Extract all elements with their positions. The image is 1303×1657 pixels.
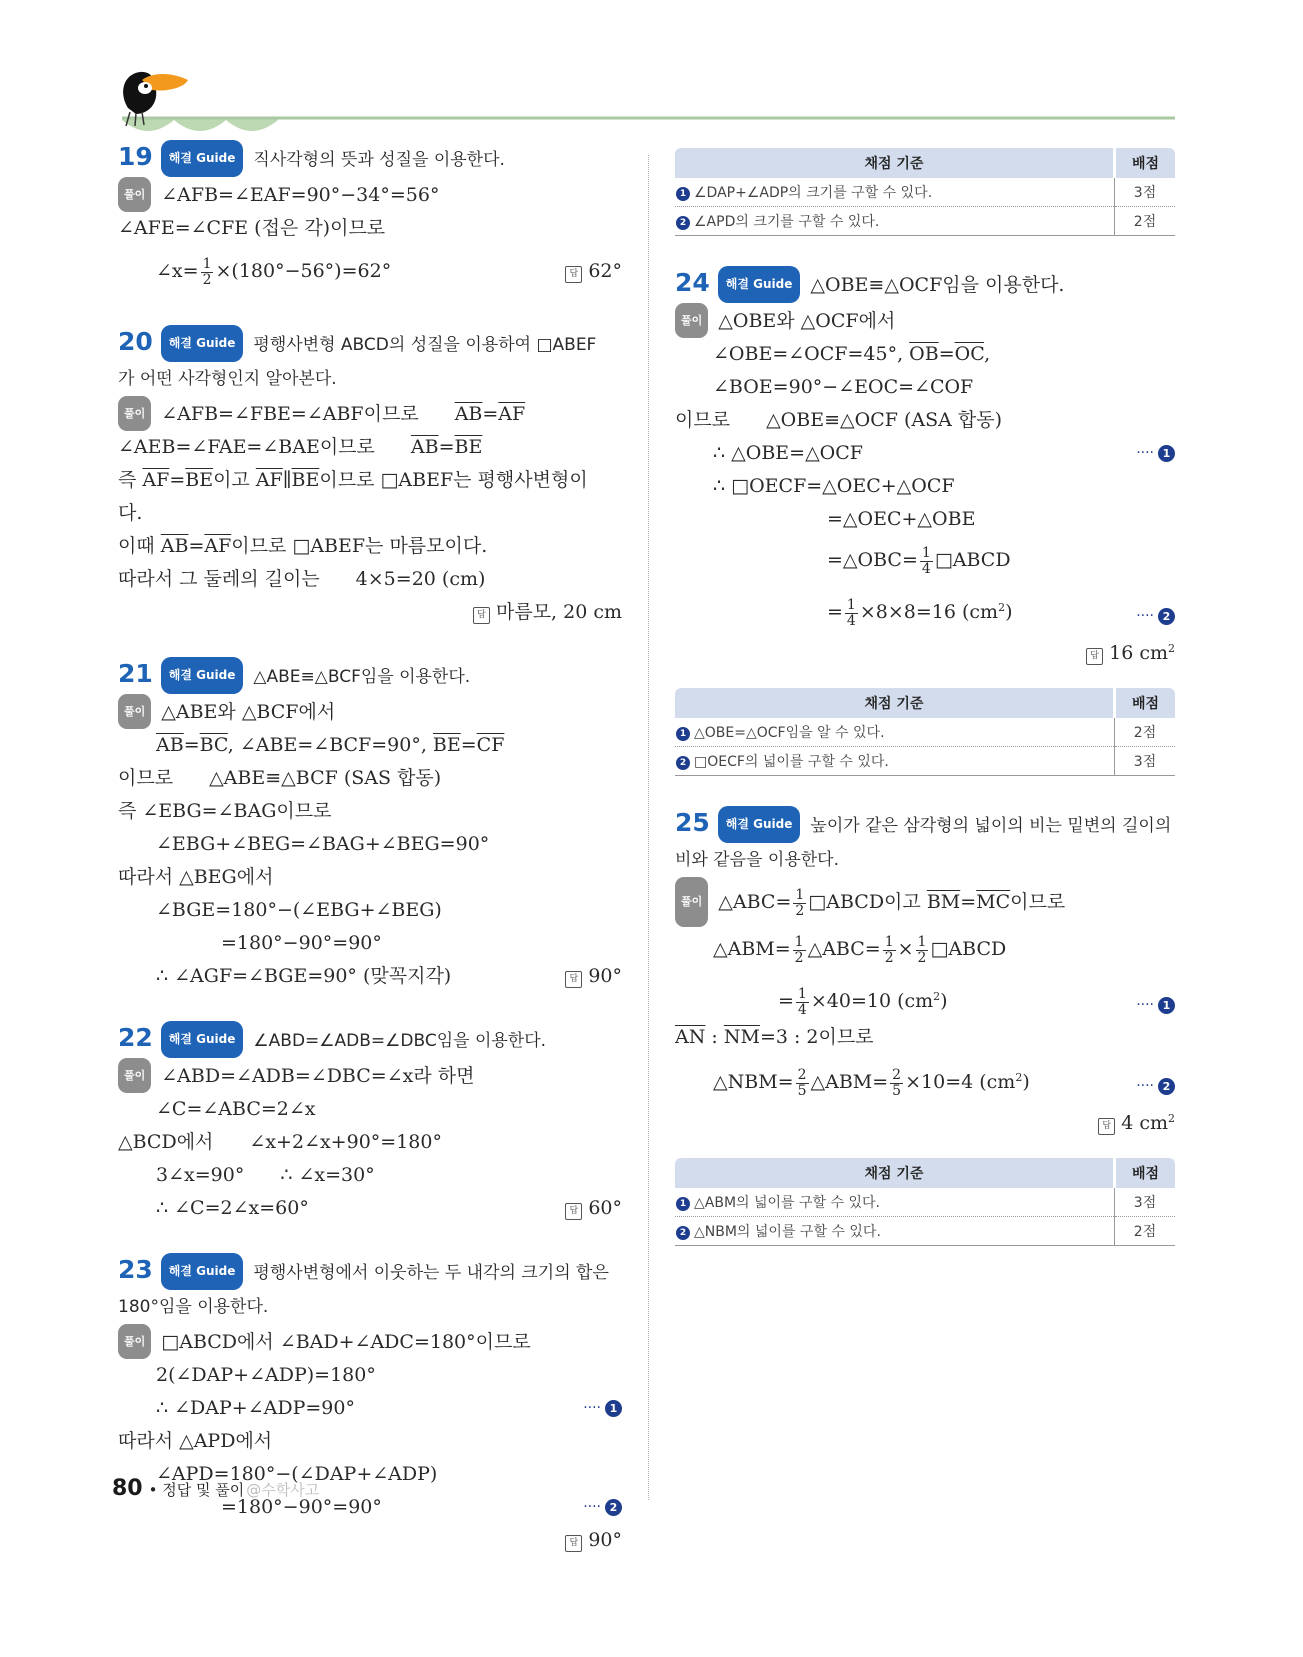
step: ∠AFB=∠FBE=∠ABF이므로	[161, 403, 419, 425]
segment: $\overline{BC}$	[199, 734, 228, 756]
segment: $\overline{AF}$	[142, 469, 170, 491]
page-number: 80	[112, 1476, 143, 1501]
guide-text: 비와 같음을 이용한다.	[675, 850, 840, 870]
step-marker-2: ···· 2	[1136, 592, 1175, 640]
fraction	[796, 987, 809, 1018]
column-divider	[648, 155, 649, 1500]
step: ∴ □OECF=△OEC+△OCF	[713, 475, 955, 497]
step: ∴ ∠DAP+∠ADP=90°	[156, 1397, 355, 1419]
criterion-text: △OBE=△OCF임을 알 수 있다.	[694, 725, 885, 741]
step: ×	[897, 938, 914, 960]
problem-number: 19	[118, 142, 153, 171]
segment: $\overline{BE}$	[432, 734, 461, 756]
segment: $\overline{AB}$	[160, 535, 189, 557]
problem-20	[118, 325, 622, 629]
step: ∠x=	[156, 260, 199, 282]
segment: $\overline{AN}$	[675, 1026, 706, 1048]
table-row: 2 ∠APD의 크기를 구할 수 있다. 2점	[675, 207, 1175, 236]
solution-badge: 풀이	[675, 303, 708, 338]
step-marker-2: ···· 2	[583, 1491, 622, 1524]
step: )	[1005, 601, 1013, 623]
fraction	[890, 1068, 903, 1099]
points: 2점	[1115, 207, 1176, 236]
exponent: 2	[1015, 1071, 1023, 1084]
frac-num: 1	[884, 933, 894, 950]
segment: $\overline{MC}$	[976, 891, 1011, 913]
step: =	[482, 403, 499, 425]
guide-text: △ABE≡△BCF임을 이용한다.	[253, 667, 471, 687]
points: 3점	[1115, 178, 1176, 207]
solution-badge: 풀이	[118, 396, 151, 431]
segment: $\overline{BE}$	[185, 469, 214, 491]
guide-badge: 해결 Guide	[161, 140, 244, 177]
table-row: 1 ∠DAP+∠ADP의 크기를 구할 수 있다. 3점	[675, 178, 1175, 207]
problem-number: 24	[675, 268, 710, 297]
frac-den: 5	[892, 1082, 902, 1099]
step: 2(∠DAP+∠ADP)=180°	[156, 1364, 376, 1386]
guide-badge: 해결 Guide	[718, 266, 801, 303]
step: =	[778, 990, 794, 1012]
fraction	[916, 935, 929, 966]
step: 즉 ∠EBG=∠BAG이므로	[118, 800, 332, 822]
answer-icon: 답	[565, 1203, 582, 1220]
step: =△OEC+△OBE	[827, 508, 976, 530]
footer-title: • 정답 및 풀이	[148, 1481, 245, 1499]
grading-header-criterion: 채점 기준	[675, 688, 1115, 718]
step: 따라서 △APD에서	[118, 1430, 273, 1452]
answer-icon: 답	[473, 607, 490, 624]
watermark: @수학사고	[246, 1481, 320, 1499]
step: ∴ ∠x=30°	[280, 1164, 375, 1186]
segment: $\overline{AF}$	[204, 535, 232, 557]
solution-badge: 풀이	[675, 877, 708, 927]
frac-den: 2	[795, 902, 805, 919]
points: 2점	[1115, 718, 1176, 747]
step: =	[827, 601, 843, 623]
step: △ABE≡△BCF (SAS 합동)	[209, 767, 442, 789]
grading-header-points: 배점	[1115, 688, 1176, 718]
frac-num: 1	[797, 985, 807, 1002]
step-marker-1: ···· 1	[1136, 981, 1175, 1029]
step: △ABM=	[713, 938, 791, 960]
exponent: 2	[1168, 642, 1175, 655]
step: )	[940, 990, 948, 1012]
step: ∠AFE=∠CFE (접은 각)이므로	[118, 217, 386, 239]
segment: $\overline{AF}$	[498, 403, 526, 425]
table-row: 1 △OBE=△OCF임을 알 수 있다. 2점	[675, 718, 1175, 747]
step: ∠OBE=∠OCF=45°,	[713, 343, 910, 365]
step-marker-1: ···· 1	[1136, 437, 1175, 470]
step: 이므로	[118, 767, 174, 789]
step: □ABCD	[930, 938, 1007, 960]
guide-badge: 해결 Guide	[161, 1253, 244, 1290]
exponent: 2	[933, 990, 941, 1003]
answer-icon: 답	[1086, 648, 1103, 665]
step: =	[438, 436, 455, 458]
step: ∠BGE=180°−(∠EBG+∠BEG)	[156, 899, 442, 921]
step: 이므로 □ABEF는 마름모이다.	[231, 535, 488, 557]
step: □ABCD이고	[808, 891, 927, 913]
guide-text: 직사각형의 뜻과 성질을 이용한다.	[253, 150, 505, 170]
step: =	[183, 734, 200, 756]
step: △OBE≡△OCF (ASA 합동)	[766, 409, 1002, 431]
step: 이므로	[675, 409, 731, 431]
points: 2점	[1115, 1217, 1176, 1246]
step: =180°−90°=90°	[221, 932, 382, 954]
step: =	[169, 469, 186, 491]
criterion-text: □OECF의 넓이를 구할 수 있다.	[694, 754, 889, 770]
segment: $\overline{OC}$	[954, 343, 985, 365]
step: 3∠x=90°	[156, 1164, 245, 1186]
answer-icon: 답	[565, 1535, 582, 1552]
step: △ABE와 △BCF에서	[161, 701, 336, 723]
problem-number: 23	[118, 1255, 153, 1284]
segment: $\overline{AB}$	[454, 403, 483, 425]
guide-text: 180°임을 이용한다.	[118, 1297, 269, 1317]
step: △OBE와 △OCF에서	[718, 310, 896, 332]
step: 따라서 그 둘레의 길이는	[118, 568, 320, 590]
segment: $\overline{BE}$	[454, 436, 483, 458]
step: ∴ ∠C=2∠x=60°	[156, 1197, 309, 1219]
table-row: 2 □OECF의 넓이를 구할 수 있다. 3점	[675, 747, 1175, 776]
exponent: 2	[1168, 1112, 1175, 1125]
fraction	[883, 935, 896, 966]
answer-icon: 답	[565, 266, 582, 283]
answer: 60°	[588, 1197, 622, 1219]
problem-number: 21	[118, 659, 153, 688]
answer: 4 cm	[1121, 1112, 1168, 1134]
problem-number: 25	[675, 808, 710, 837]
step: =180°−90°=90°	[221, 1496, 382, 1518]
solution-badge: 풀이	[118, 694, 151, 729]
step: ×10=4 (cm	[905, 1071, 1016, 1093]
step: △ABM=	[810, 1071, 889, 1093]
frac-den: 2	[917, 949, 927, 966]
frac-den: 2	[794, 949, 804, 966]
step: =3 : 2이므로	[759, 1026, 874, 1048]
step: )	[1022, 1071, 1030, 1093]
fraction	[796, 1068, 809, 1099]
step: △ABC=	[807, 938, 881, 960]
fraction	[793, 888, 806, 919]
step: ×40=10 (cm	[810, 990, 934, 1012]
problem-24	[675, 266, 1175, 670]
solution-badge: 풀이	[118, 1324, 151, 1359]
frac-den: 4	[921, 560, 931, 577]
step: ,	[984, 343, 991, 365]
guide-text: 평행사변형에서 이웃하는 두 내각의 크기의 합은	[253, 1263, 609, 1283]
guide-text: △OBE≡△OCF임을 이용한다.	[810, 274, 1065, 296]
frac-num: 2	[892, 1066, 902, 1083]
frac-den: 2	[884, 949, 894, 966]
step: ∠APD=180°−(∠DAP+∠ADP)	[156, 1463, 438, 1485]
segment: $\overline{AB}$	[410, 436, 439, 458]
fraction	[845, 598, 858, 629]
step: △BCD에서	[118, 1131, 214, 1153]
problem-19	[118, 140, 622, 297]
step: =	[188, 535, 205, 557]
criterion-text: ∠APD의 크기를 구할 수 있다.	[694, 214, 880, 230]
step: ∠AFB=∠EAF=90°−34°=56°	[161, 184, 440, 206]
step: 즉	[118, 469, 143, 491]
page-footer	[112, 1476, 319, 1501]
guide-badge: 해결 Guide	[161, 657, 244, 694]
fraction	[920, 546, 933, 577]
grading-header-points: 배점	[1115, 148, 1176, 178]
step: ∴ △OBE=△OCF	[713, 442, 863, 464]
criterion-text: △NBM의 넓이를 구할 수 있다.	[694, 1224, 881, 1240]
answer: 62°	[588, 260, 622, 282]
step: ×8×8=16 (cm	[859, 601, 999, 623]
segment: $\overline{AB}$	[156, 734, 184, 756]
guide-text: 가 어떤 사각형인지 알아본다.	[118, 369, 337, 389]
frac-den: 2	[202, 271, 212, 288]
frac-num: 1	[917, 933, 927, 950]
guide-text: ∠ABD=∠ADB=∠DBC임을 이용한다.	[253, 1031, 547, 1051]
step: ∠x+2∠x+90°=180°	[249, 1131, 442, 1153]
step: ∠C=∠ABC=2∠x	[156, 1098, 316, 1120]
table-row: 1 △ABM의 넓이를 구할 수 있다. 3점	[675, 1188, 1175, 1217]
frac-den: 4	[797, 1001, 807, 1018]
guide-text: 평행사변형 ABCD의 성질을 이용하여 □ABEF	[253, 335, 597, 355]
step-marker-1: ···· 1	[583, 1392, 622, 1425]
grading-table-23	[675, 148, 1175, 236]
step: ∴ ∠AGF=∠BGE=90° (맞꼭지각)	[156, 965, 452, 987]
segment: $\overline{OB}$	[909, 343, 939, 365]
grading-table-25	[675, 1158, 1175, 1246]
step: ∠EBG+∠BEG=∠BAG+∠BEG=90°	[156, 833, 490, 855]
step: △NBM=	[713, 1071, 794, 1093]
answer: 16 cm	[1109, 642, 1168, 664]
step: ×(180°−56°)=62°	[215, 260, 392, 282]
guide-badge: 해결 Guide	[161, 325, 244, 362]
left-column	[118, 140, 622, 1585]
step: =△OBC=	[827, 549, 918, 571]
answer-icon: 답	[1098, 1118, 1115, 1135]
right-column	[675, 148, 1175, 1276]
answer: 90°	[588, 965, 622, 987]
step: 이므로	[1010, 891, 1066, 913]
frac-num: 1	[921, 544, 931, 561]
frac-num: 1	[202, 255, 212, 272]
guide-text: 높이가 같은 삼각형의 넓이의 비는 밑변의 길이의	[810, 816, 1172, 836]
frac-den: 5	[797, 1082, 807, 1099]
step: =	[938, 343, 955, 365]
step: ∠BOE=90°−∠EOC=∠COF	[713, 376, 974, 398]
problem-number: 22	[118, 1023, 153, 1052]
frac-num: 1	[795, 886, 805, 903]
grading-header-criterion: 채점 기준	[675, 148, 1115, 178]
segment: $\overline{BE}$	[291, 469, 320, 491]
step: ∥	[282, 469, 292, 491]
solution-badge: 풀이	[118, 177, 151, 212]
step: =	[460, 734, 477, 756]
step: ∠AEB=∠FAE=∠BAE이므로	[118, 436, 375, 458]
guide-badge: 해결 Guide	[161, 1021, 244, 1058]
problem-25	[675, 806, 1175, 1140]
header-decoration	[0, 0, 1303, 140]
step: □ABCD	[934, 549, 1011, 571]
problem-number: 20	[118, 327, 153, 356]
solution-badge: 풀이	[118, 1058, 151, 1093]
step: ∠ABD=∠ADB=∠DBC=∠x라 하면	[161, 1065, 475, 1087]
problem-23	[118, 1253, 622, 1557]
segment: $\overline{BM}$	[926, 891, 961, 913]
criterion-text: ∠DAP+∠ADP의 크기를 구할 수 있다.	[694, 185, 933, 201]
guide-badge: 해결 Guide	[718, 806, 801, 843]
grading-table-24	[675, 688, 1175, 776]
answer-icon: 답	[565, 971, 582, 988]
criterion-text: △ABM의 넓이를 구할 수 있다.	[694, 1195, 880, 1211]
segment: $\overline{AF}$	[255, 469, 283, 491]
exponent: 2	[998, 601, 1006, 614]
step: 4×5=20 (cm)	[355, 568, 486, 590]
points: 3점	[1115, 1188, 1176, 1217]
problem-22	[118, 1021, 622, 1225]
step: 이고	[213, 469, 256, 491]
frac-num: 1	[846, 596, 856, 613]
step: 이때	[118, 535, 161, 557]
grading-header-points: 배점	[1115, 1158, 1176, 1188]
step: :	[705, 1026, 724, 1048]
frac-num: 2	[797, 1066, 807, 1083]
fraction	[201, 257, 214, 288]
step: □ABCD에서 ∠BAD+∠ADC=180°이므로	[161, 1331, 531, 1353]
step-marker-2: ···· 2	[1136, 1062, 1175, 1110]
answer: 마름모, 20 cm	[495, 601, 622, 623]
segment: $\overline{CF}$	[476, 734, 505, 756]
fraction	[793, 935, 806, 966]
problem-21	[118, 657, 622, 993]
step: 다.	[118, 502, 143, 524]
table-row: 2 △NBM의 넓이를 구할 수 있다. 2점	[675, 1217, 1175, 1246]
grading-header-criterion: 채점 기준	[675, 1158, 1115, 1188]
step: 이므로 □ABEF는 평행사변형이	[319, 469, 588, 491]
step: 따라서 △BEG에서	[118, 866, 274, 888]
segment: $\overline{NM}$	[723, 1026, 760, 1048]
step: =	[960, 891, 977, 913]
points: 3점	[1115, 747, 1176, 776]
step: , ∠ABE=∠BCF=90°,	[227, 734, 433, 756]
frac-den: 4	[846, 612, 856, 629]
answer: 90°	[588, 1529, 622, 1551]
frac-num: 1	[794, 933, 804, 950]
step: △ABC=	[718, 891, 792, 913]
